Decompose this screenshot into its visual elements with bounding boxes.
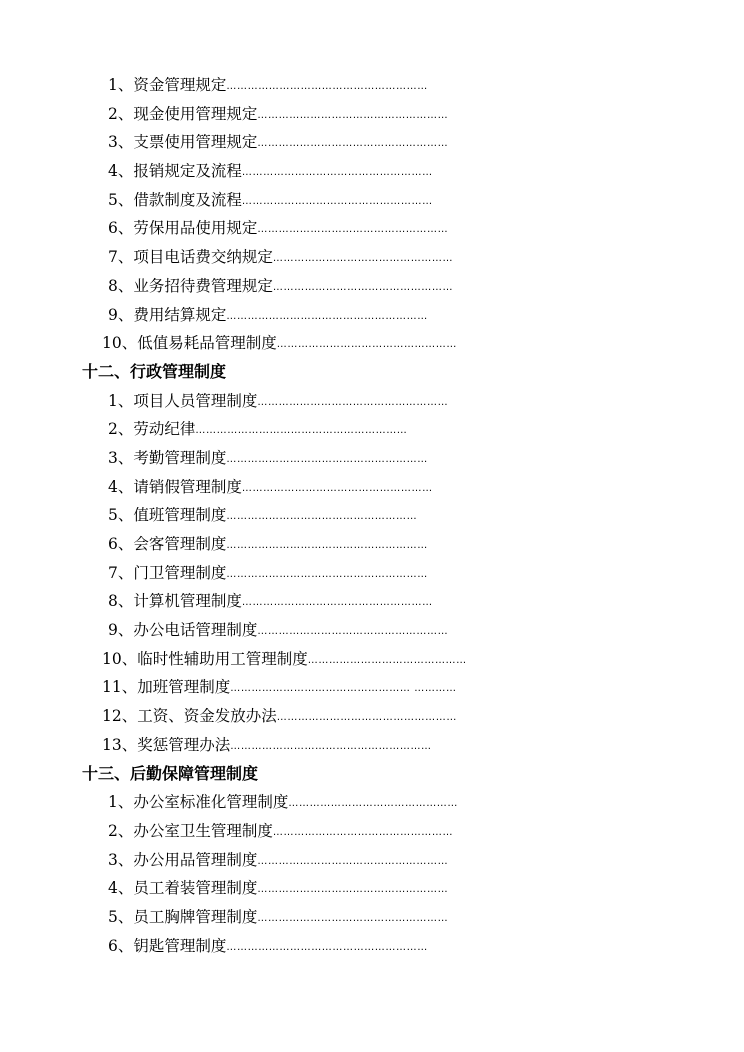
dot-leader: …………………………………………… …………	[230, 683, 457, 695]
entry-title: 会客管理制度	[133, 535, 227, 553]
toc-entry[interactable]	[0, 444, 744, 473]
entry-title: 员工胸牌管理制度	[133, 907, 258, 926]
dot-leader: …………………………………………………	[226, 81, 428, 92]
entry-number: 9、	[108, 621, 134, 640]
entry-title: 工资、资金发放办法	[137, 707, 277, 726]
entry-number: 3、	[108, 133, 134, 152]
dot-leader: ………………………………………………	[257, 138, 449, 150]
dot-leader: ……………………………………………………	[195, 425, 408, 437]
entry-number: 1、	[108, 793, 134, 812]
entry-title: 办公室卫生管理制度	[133, 821, 273, 840]
dot-leader: …………………………………………………	[226, 540, 428, 551]
dot-leader: …………………………………………………	[226, 941, 428, 953]
toc-entry[interactable]	[0, 473, 744, 502]
dot-leader: ………………………………………………	[257, 855, 449, 867]
toc-entry[interactable]	[0, 157, 744, 186]
entry-number: 1、	[108, 76, 134, 94]
dot-leader: …………………………………………………	[226, 310, 428, 322]
entry-number: 5、	[108, 506, 134, 525]
toc-entry[interactable]	[0, 128, 744, 157]
dot-leader: ………………………………………………	[257, 912, 449, 924]
entry-title: 项目电话费交纳规定	[133, 248, 273, 267]
dot-leader: …………………………………………………	[226, 453, 428, 465]
toc-entry[interactable]	[0, 673, 744, 702]
dot-leader: ………………………………………………	[257, 884, 449, 896]
toc-entry[interactable]	[0, 702, 744, 731]
entry-title: 钥匙管理制度	[133, 936, 227, 955]
entry-title: 办公电话管理制度	[133, 621, 258, 640]
entry-title: 项目人员管理制度	[133, 391, 258, 410]
entry-number: 5、	[108, 190, 134, 209]
entry-title: 费用结算规定	[133, 305, 227, 324]
section-heading-administration[interactable]: 十二、行政管理制度	[82, 361, 227, 381]
toc-entry[interactable]	[0, 329, 744, 358]
toc-entry[interactable]	[0, 530, 744, 559]
entry-title: 办公用品管理制度	[133, 850, 258, 869]
dot-leader: ……………………………………………	[272, 281, 454, 293]
toc-section-finance	[0, 71, 744, 358]
entry-number: 10、	[102, 649, 138, 668]
entry-number: 7、	[108, 248, 134, 267]
entry-number: 10、	[102, 334, 138, 353]
toc-entry[interactable]	[0, 301, 744, 330]
entry-number: 1、	[108, 391, 134, 410]
dot-leader: ………………………………………………	[257, 224, 449, 236]
toc-entry[interactable]	[0, 846, 744, 875]
dot-leader: ……………………………………………	[272, 826, 454, 838]
entry-title: 报销规定及流程	[133, 162, 242, 181]
entry-title: 资金管理规定	[133, 76, 227, 94]
entry-title: 劳动纪律	[133, 420, 196, 439]
entry-title: 办公室标准化管理制度	[133, 793, 289, 812]
entry-title: 员工着装管理制度	[133, 879, 258, 898]
entry-number: 8、	[108, 592, 134, 611]
dot-leader: ………………………………………………	[257, 109, 449, 121]
dot-leader: ………………………………………………	[226, 511, 418, 523]
toc-entry[interactable]	[0, 272, 744, 301]
dot-leader: ………………………………………	[307, 654, 467, 666]
entry-title: 临时性辅助用工管理制度	[137, 649, 308, 668]
entry-title: 请销假管理制度	[133, 477, 242, 496]
toc-entry[interactable]	[0, 214, 744, 243]
entry-number: 13、	[102, 735, 138, 754]
entry-number: 9、	[108, 305, 134, 324]
toc-entry[interactable]	[0, 501, 744, 530]
entry-number: 7、	[108, 563, 134, 582]
toc-entry[interactable]	[0, 616, 744, 645]
entry-number: 4、	[108, 162, 134, 181]
dot-leader: ………………………………………………	[241, 597, 433, 609]
entry-title: 计算机管理制度	[133, 592, 242, 611]
dot-leader: ……………………………………………	[276, 339, 457, 351]
entry-number: 8、	[108, 276, 134, 295]
entry-title: 支票使用管理规定	[133, 133, 258, 152]
entry-title: 业务招待费管理规定	[133, 276, 273, 295]
entry-title: 低值易耗品管理制度	[137, 334, 277, 353]
toc-entry[interactable]	[0, 874, 744, 903]
entry-title: 奖惩管理办法	[137, 735, 231, 754]
toc-entry[interactable]	[0, 415, 744, 444]
entry-number: 2、	[108, 104, 134, 123]
entry-title: 现金使用管理规定	[133, 104, 258, 123]
toc-page	[0, 71, 744, 960]
toc-entry[interactable]	[0, 817, 744, 846]
toc-entry[interactable]	[0, 186, 744, 215]
entry-title: 值班管理制度	[133, 506, 227, 525]
dot-leader: …………………………………………………	[230, 740, 432, 752]
entry-title: 加班管理制度	[137, 678, 231, 697]
toc-entry[interactable]	[0, 645, 744, 674]
section-heading-logistics[interactable]: 十三、后勤保障管理制度	[82, 763, 259, 783]
toc-entry[interactable]	[0, 903, 744, 932]
dot-leader: …………………………………………	[288, 798, 458, 810]
entry-number: 5、	[108, 907, 134, 926]
entry-number: 11、	[102, 678, 138, 697]
entry-number: 2、	[108, 821, 134, 840]
toc-entry[interactable]	[0, 243, 744, 272]
entry-number: 12、	[102, 707, 138, 726]
entry-number: 6、	[108, 936, 134, 955]
entry-number: 2、	[108, 420, 134, 439]
dot-leader: ……………………………………………	[276, 712, 457, 724]
entry-number: 6、	[108, 219, 134, 238]
entry-title: 考勤管理制度	[133, 448, 227, 467]
toc-entry[interactable]	[0, 788, 744, 817]
entry-number: 6、	[108, 535, 134, 553]
dot-leader: ………………………………………………	[257, 396, 449, 408]
entry-number: 4、	[108, 477, 134, 496]
toc-entry[interactable]	[0, 731, 744, 760]
toc-section-logistics	[0, 788, 744, 960]
toc-section-administration	[0, 387, 744, 760]
toc-entry[interactable]	[0, 387, 744, 416]
dot-leader: ………………………………………………	[257, 626, 449, 638]
dot-leader: ………………………………………………	[241, 195, 433, 207]
entry-number: 4、	[108, 879, 134, 898]
entry-title: 劳保用品使用规定	[133, 219, 258, 238]
toc-entry[interactable]	[0, 587, 744, 616]
dot-leader: …………………………………………………	[226, 568, 428, 580]
dot-leader: ………………………………………………	[241, 482, 433, 494]
entry-title: 借款制度及流程	[133, 190, 242, 209]
dot-leader: ……………………………………………	[272, 253, 454, 265]
toc-entry[interactable]	[0, 100, 744, 129]
entry-number: 3、	[108, 850, 134, 869]
dot-leader: ………………………………………………	[241, 167, 433, 179]
entry-number: 3、	[108, 448, 134, 467]
toc-entry[interactable]	[0, 932, 744, 961]
entry-title: 门卫管理制度	[133, 563, 227, 582]
toc-entry[interactable]	[0, 559, 744, 588]
toc-entry[interactable]	[0, 71, 744, 100]
